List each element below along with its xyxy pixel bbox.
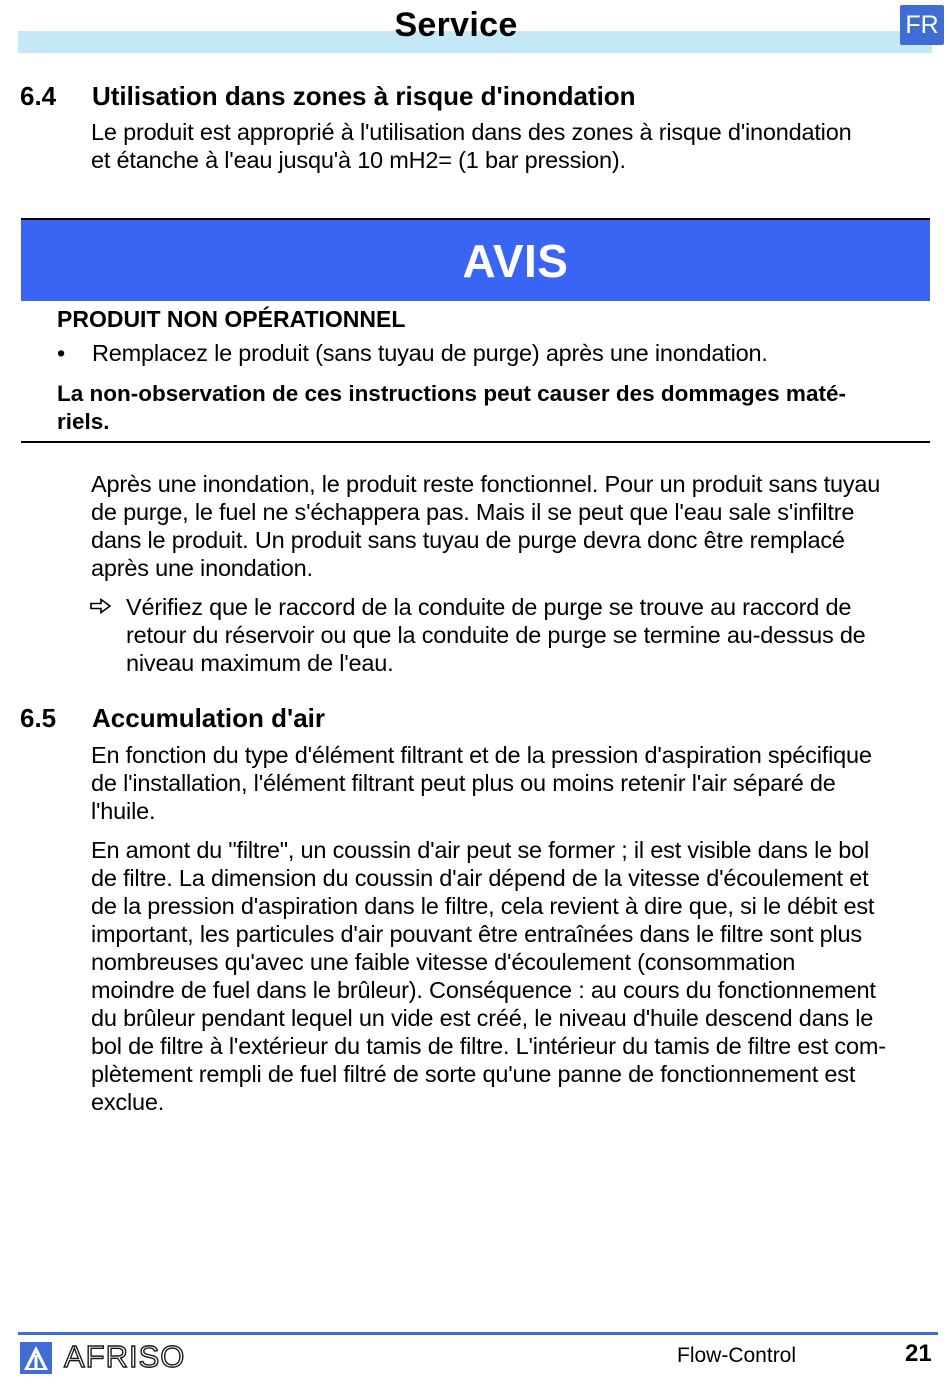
- text-line: exclue.: [91, 1089, 165, 1115]
- section-title: Utilisation dans zones à risque d'inondation: [92, 81, 636, 111]
- section-6-5-para-2: [91, 836, 941, 1116]
- text-line: La non-observation de ces instructions peut causer des dommages maté-: [57, 381, 846, 406]
- section-number: 6.4: [20, 81, 57, 111]
- text-line: de purge, le fuel ne s'échappera pas. Mais il se peut que l'eau sale s'infiltre: [91, 499, 855, 525]
- text-line: et étanche à l'eau jusqu'à 10 mH2= (1 bar pression).: [91, 147, 626, 173]
- notice-banner: [21, 220, 930, 301]
- bullet-text: Remplacez le produit (sans tuyau de purge) après une inondation.: [92, 340, 768, 366]
- footer-brand: AFRISO: [64, 1339, 186, 1374]
- afriso-triangle-logo-icon: [20, 1342, 52, 1374]
- text-line: de la pression d'aspiration dans le filtre, cela revient à dire que, si le débit est: [91, 893, 875, 919]
- text-line: dans le produit. Un produit sans tuyau de purge devra donc être remplacé: [91, 527, 845, 553]
- text-line: de filtre. La dimension du coussin d'air dépend de la vitesse d'écoulement et: [91, 865, 869, 891]
- text-line: En amont du "filtre", un coussin d'air peut se former ; il est visible dans le bol: [91, 837, 870, 863]
- section-6-5-para-1: [91, 741, 941, 825]
- text-line: Le produit est approprié à l'utilisation dans des zones à risque d'inondation: [91, 119, 852, 145]
- text-line: de l'installation, l'élément filtrant peut plus ou moins retenir l'air séparé de: [91, 770, 836, 796]
- text-line: Vérifiez que le raccord de la conduite de purge se trouve au raccord de: [126, 594, 852, 620]
- text-line: important, les particules d'air pouvant être entraînées dans le filtre sont plus: [91, 921, 862, 947]
- text-line: Après une inondation, le produit reste fonctionnel. Pour un produit sans tuyau: [91, 471, 881, 497]
- text-line: niveau maximum de l'eau.: [126, 650, 394, 676]
- text-line: En fonction du type d'élément filtrant et de la pression d'aspiration spécifique: [91, 742, 872, 768]
- language-badge: FR: [900, 5, 944, 45]
- text-line: plètement rempli de fuel filtré de sorte qu'une panne de fonctionnement est: [91, 1061, 856, 1087]
- text-line: l'huile.: [91, 798, 156, 824]
- section-6-4-body: [91, 118, 941, 174]
- page-number: 21: [905, 1340, 932, 1367]
- text-line: bol de filtre à l'extérieur du tamis de filtre. L'intérieur du tamis de filtre est com-: [91, 1033, 886, 1059]
- section-title: Accumulation d'air: [92, 703, 325, 733]
- section-heading-6-4: [20, 81, 920, 113]
- footer-rule: [18, 1332, 938, 1335]
- text-line: moindre de fuel dans le brûleur). Conséquence : au cours du fonctionnement: [91, 977, 876, 1003]
- text-line: du brûleur pendant lequel un vide est créé, le niveau d'huile descend dans le: [91, 1005, 874, 1031]
- after-notice-body: [91, 470, 941, 582]
- text-line: après une inondation.: [91, 555, 313, 581]
- arrow-right-outline-icon: [90, 598, 112, 614]
- bullet-mark: •: [57, 340, 66, 366]
- text-line: nombreuses qu'avec une faible vitesse d'écoulement (consommation: [91, 949, 796, 975]
- section-number: 6.5: [20, 703, 57, 733]
- notice-heading: PRODUIT NON OPÉRATIONNEL: [57, 306, 406, 332]
- text-line: riels.: [57, 409, 110, 434]
- instruction-step: [126, 593, 941, 677]
- notice-bottom-rule: [21, 441, 930, 443]
- notice-label: AVIS: [462, 235, 569, 287]
- page-header-title: Service: [394, 6, 518, 44]
- section-heading-6-5: [20, 703, 920, 735]
- notice-warning: [57, 380, 937, 436]
- text-line: retour du réservoir ou que la conduite de purge se termine au-dessus de: [126, 622, 866, 648]
- footer-product-name: Flow-Control: [677, 1344, 797, 1367]
